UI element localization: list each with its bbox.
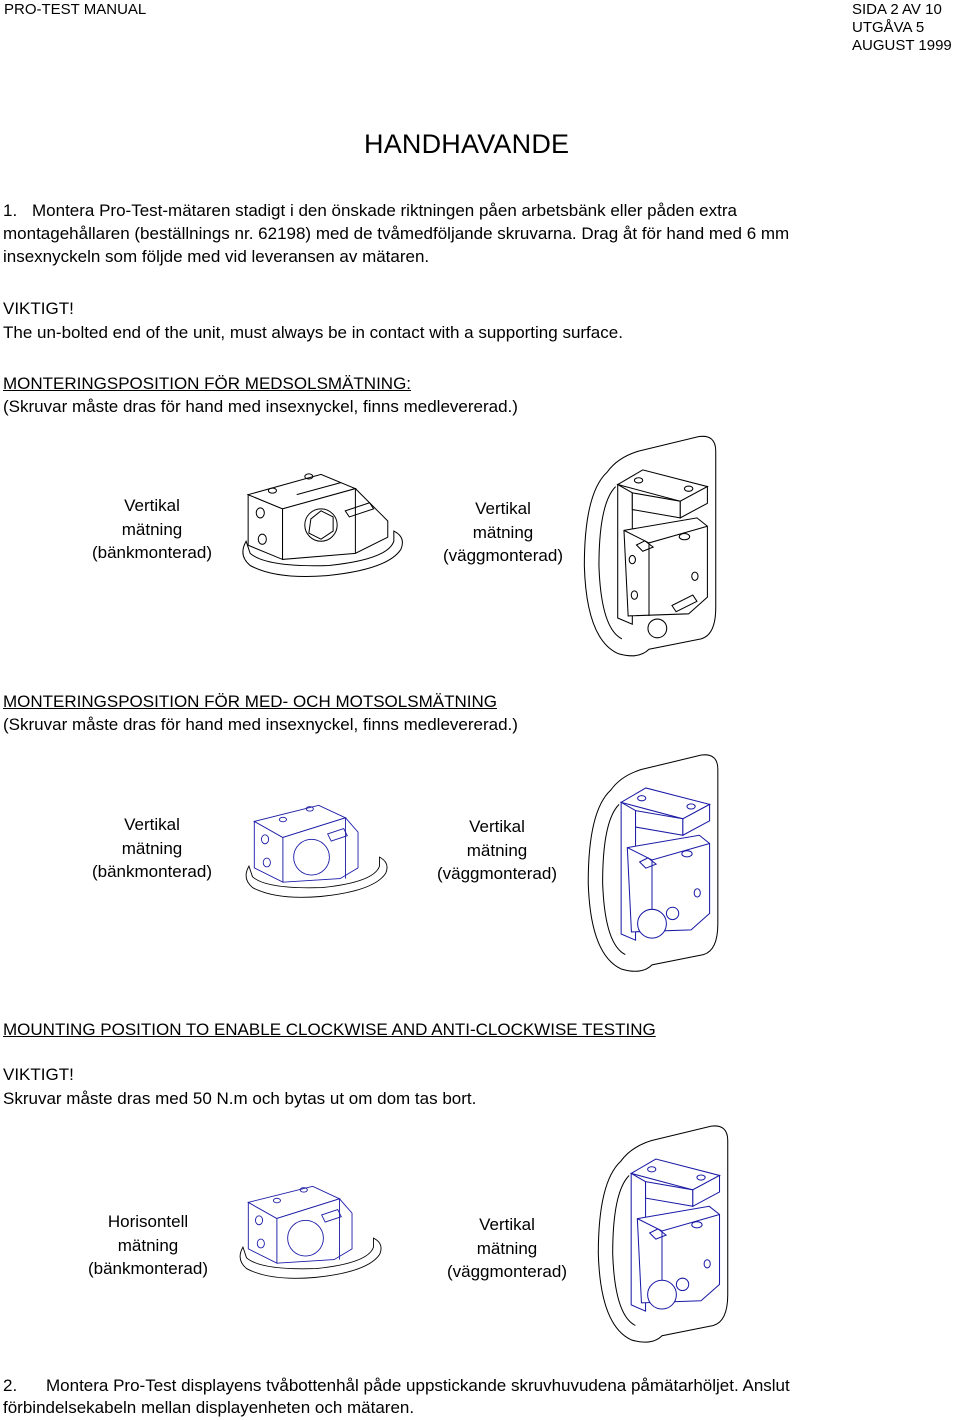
label-line: (bänkmonterad) [91,862,212,881]
bench-mount-illustration [240,782,392,918]
label-line: Vertikal [469,817,525,836]
warning1-text: The un-bolted end of the unit, must always be in contact with a supporting surface. [3,323,623,342]
section1-fig-right-label [428,497,578,568]
label-line: mätning [472,522,534,542]
label-line: (väggmonterad) [436,864,557,883]
step2-number: 2. [3,1376,18,1395]
label-line: (bänkmonterad) [87,1259,208,1278]
step1-line-2: montagehållaren (beställnings nr. 62198) med de tvåmedföljande skruvarna. Drag åt för hand med 6 mm [3,224,790,243]
label-line: mätning [117,1235,179,1255]
label-line: (väggmonterad) [442,546,563,565]
wall-mount-illustration [576,430,722,660]
section2-fig-left-label [74,813,230,884]
label-line: Horisontell [107,1212,189,1231]
label-line: (väggmonterad) [446,1262,567,1281]
label-line: Vertikal [124,496,180,515]
wall-mount-illustration [590,1120,734,1346]
step1-number: 1. [3,201,18,220]
label-line: mätning [121,838,183,858]
label-line: (bänkmonterad) [91,543,212,562]
label-line: Vertikal [124,815,180,834]
section3-warning-text: Skruvar måste dras med 50 N.m och bytas ut om dom tas bort. [3,1089,477,1108]
section1-fig-left-label [74,494,230,565]
header-date: AUGUST 1999 [852,37,952,54]
label-line: mätning [121,519,183,539]
label-line: mätning [476,1238,538,1258]
step1-line-1: Montera Pro-Test-mätaren stadigt i den önskade riktningen påen arbetsbänk eller påden extra [32,201,737,220]
section3-warning-label: VIKTIGT! [3,1065,74,1084]
label-line: Vertikal [475,499,531,518]
step1-line-3: insexnyckeln som följde med vid leveransen av mätaren. [3,247,430,266]
section1-note: (Skruvar måste dras för hand med insexnyckel, finns medlevererad.) [3,397,518,416]
header-page: SIDA 2 AV 10 [852,1,942,18]
wall-mount-illustration [580,748,724,976]
bench-mount-illustration [236,462,408,584]
section3-fig-left-label [70,1210,226,1281]
section2-fig-right-label [422,815,572,886]
section1-heading: MONTERINGSPOSITION FÖR MEDSOLSMÄTNING: [3,374,412,393]
label-line: mätning [466,840,528,860]
step2-line-1: Montera Pro-Test displayens tvåbottenhål påde uppstickande skruvhuvudena påmätarhöljet. Anslut [46,1376,790,1395]
header-edition: UTGÅVA 5 [852,19,925,36]
step2-line-2: förbindelsekabeln mellan displayenheten och mätaren. [3,1398,415,1417]
header-left: PRO-TEST MANUAL [4,1,147,18]
warning1-label: VIKTIGT! [3,299,74,318]
section3-fig-right-label [432,1213,582,1284]
section3-heading: MOUNTING POSITION TO ENABLE CLOCKWISE AND ANTI-CLOCKWISE TESTING [3,1020,656,1039]
section2-heading: MONTERINGSPOSITION FÖR MED- OCH MOTSOLSMÄTNING [3,692,497,711]
label-line: Vertikal [479,1215,535,1234]
page-title: HANDHAVANDE [364,129,570,159]
bench-mount-illustration [234,1162,386,1300]
section2-note: (Skruvar måste dras för hand med insexnyckel, finns medlevererad.) [3,715,518,734]
